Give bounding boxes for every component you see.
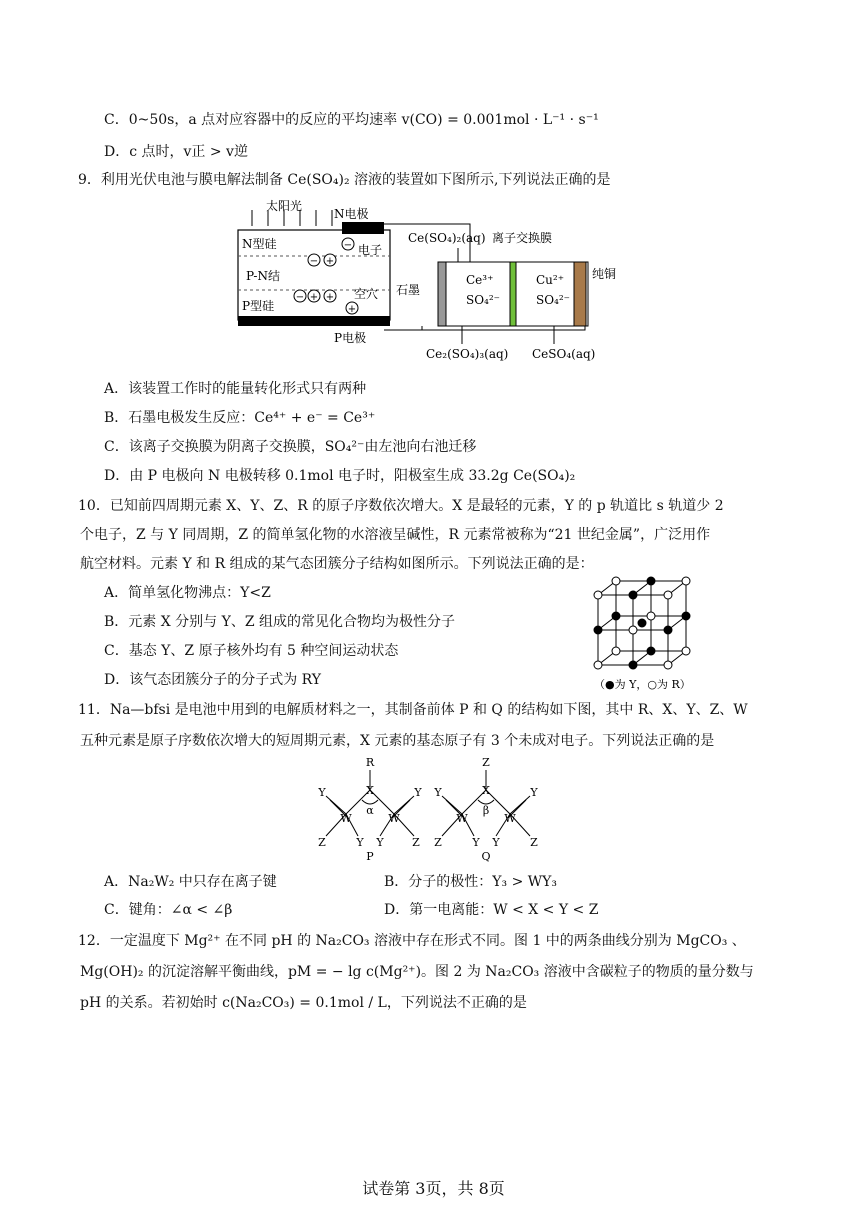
svg-text:Z: Z: [412, 836, 420, 849]
q12-stem-3: pH 的关系。若初始时 c(Na₂CO₃) = 0.1mol / L，下列说法不正确的是: [80, 995, 527, 1011]
q11-stem-1: 11．Na—bfsi 是电池中用到的电解质材料之一，其制备前体 P 和 Q 的结构如下图，其中 R、X、Y、Z、W: [78, 702, 748, 718]
cluster-structure-figure: [588, 575, 698, 695]
q9-option-c: C．该离子交换膜为阴离子交换膜，SO₄²⁻由左池向右池迁移: [104, 439, 477, 455]
svg-text:+: +: [325, 292, 335, 303]
svg-text:Y: Y: [318, 786, 326, 799]
svg-text:W: W: [340, 812, 352, 825]
svg-text:Z: Z: [482, 756, 490, 769]
svg-text:β: β: [482, 804, 490, 817]
cluster-legend: （●为 Y，○为 R）: [594, 678, 691, 691]
svg-text:Y: Y: [530, 786, 538, 799]
svg-text:Y: Y: [414, 786, 422, 799]
svg-text:+: +: [325, 256, 335, 267]
graphite-label: 石墨: [396, 283, 421, 297]
q11-option-a: A．Na₂W₂ 中只存在离子键: [104, 874, 277, 890]
in-left-label: Ce₂(SO₄)₃(aq): [426, 347, 509, 361]
electron-label: 电子: [358, 243, 383, 257]
p-electrode-label: P电极: [334, 331, 367, 345]
in-right-label: CeSO₄(aq): [532, 347, 596, 361]
structure-q-label: Q: [481, 850, 491, 863]
q9-electrolysis-figure: [230, 198, 630, 366]
svg-text:Y: Y: [356, 836, 364, 849]
right-ion1: Cu²⁺: [536, 273, 565, 287]
structure-p-label: P: [366, 850, 374, 863]
membrane-label: 离子交换膜: [492, 231, 553, 245]
q10-option-c: C．基态 Y、Z 原子核外均有 5 种空间运动状态: [104, 643, 399, 659]
svg-text:Y: Y: [492, 836, 500, 849]
svg-text:Z: Z: [530, 836, 538, 849]
svg-text:W: W: [388, 812, 400, 825]
svg-text:Z: Z: [318, 836, 326, 849]
q12-stem-1: 12．一定温度下 Mg²⁺ 在不同 pH 的 Na₂CO₃ 溶液中存在形式不同。图 1 中的两条曲线分别为 MgCO₃ 、: [78, 933, 746, 949]
svg-text:Z: Z: [434, 836, 442, 849]
p-silicon-label: P型硅: [242, 299, 275, 313]
left-ion2: SO₄²⁻: [466, 293, 501, 307]
q10-stem-1: 10．已知前四周期元素 X、Y、Z、R 的原子序数依次增大。X 是最轻的元素，Y 的 p 轨道比 s 轨道少 2: [78, 498, 724, 514]
svg-text:+: +: [347, 304, 357, 315]
q10-stem-2: 个电子，Z 与 Y 同周期，Z 的简单氢化物的水溶液呈碱性，R 元素常被称为“21 世纪金属”，广泛用作: [80, 527, 711, 543]
svg-text:−: −: [295, 292, 305, 303]
svg-text:α: α: [366, 804, 374, 817]
q10-option-a: A．简单氢化物沸点：Y<Z: [104, 585, 271, 601]
svg-text:W: W: [456, 812, 468, 825]
n-silicon-label: N型硅: [242, 237, 277, 251]
svg-text:+: +: [309, 292, 319, 303]
q11-option-c: C．键角：∠α < ∠β: [104, 902, 233, 918]
q8-option-c: C．0~50s，a 点对应容器中的反应的平均速率 v(CO) = 0.001mol · L⁻¹ · s⁻¹: [104, 112, 599, 128]
q8-option-d: D．c 点时，v正 > v逆: [104, 144, 248, 160]
svg-text:−: −: [343, 240, 353, 251]
q10-stem-3: 航空材料。元素 Y 和 R 组成的某气态团簇分子结构如图所示。下列说法正确的是：: [80, 556, 594, 572]
svg-text:Y: Y: [472, 836, 480, 849]
out-left-label: Ce(SO₄)₂(aq): [408, 231, 486, 245]
copper-label: 纯铜: [592, 267, 617, 281]
right-ion2: SO₄²⁻: [536, 293, 571, 307]
q11-option-b: B．分子的极性：Y₃ > WY₃: [384, 874, 558, 890]
n-electrode-label: N电极: [334, 207, 369, 221]
q11-stem-2: 五种元素是原子序数依次增大的短周期元素，X 元素的基态原子有 3 个未成对电子。下列说法正确的是: [80, 733, 715, 749]
q10-option-b: B．元素 X 分别与 Y、Z 组成的常见化合物均为极性分子: [104, 614, 456, 630]
svg-text:W: W: [504, 812, 516, 825]
q9-option-d: D．由 P 电极向 N 电极转移 0.1mol 电子时，阳极室生成 33.2g Ce(SO₄)₂: [104, 468, 576, 484]
q12-stem-2: Mg(OH)₂ 的沉淀溶解平衡曲线，pM = − lg c(Mg²⁺)。图 2 为 Na₂CO₃ 溶液中含碳粒子的物质的量分数与: [80, 964, 754, 980]
sunlight-label: 太阳光: [266, 199, 303, 213]
q9-stem: 9．利用光伏电池与膜电解法制备 Ce(SO₄)₂ 溶液的装置如下图所示,下列说法正确的是: [78, 172, 611, 188]
q11-structure-figure: [308, 756, 548, 864]
left-ion1: Ce³⁺: [466, 273, 494, 287]
q9-option-b: B．石墨电极发生反应：Ce⁴⁺ + e⁻ = Ce³⁺: [104, 410, 376, 426]
svg-text:Y: Y: [376, 836, 384, 849]
svg-text:Y: Y: [434, 786, 442, 799]
svg-text:X: X: [482, 784, 490, 797]
svg-text:−: −: [309, 256, 319, 267]
page-footer: 试卷第 3页，共 8页: [362, 1179, 505, 1198]
svg-text:X: X: [366, 784, 374, 797]
svg-text:R: R: [365, 756, 375, 769]
hole-label: 空穴: [354, 287, 379, 301]
q10-option-d: D．该气态团簇分子的分子式为 RY: [104, 672, 322, 688]
q11-option-d: D．第一电离能：W < X < Y < Z: [384, 902, 599, 918]
q9-option-a: A．该装置工作时的能量转化形式只有两种: [104, 381, 367, 397]
pn-junction-label: P-N结: [246, 269, 280, 283]
